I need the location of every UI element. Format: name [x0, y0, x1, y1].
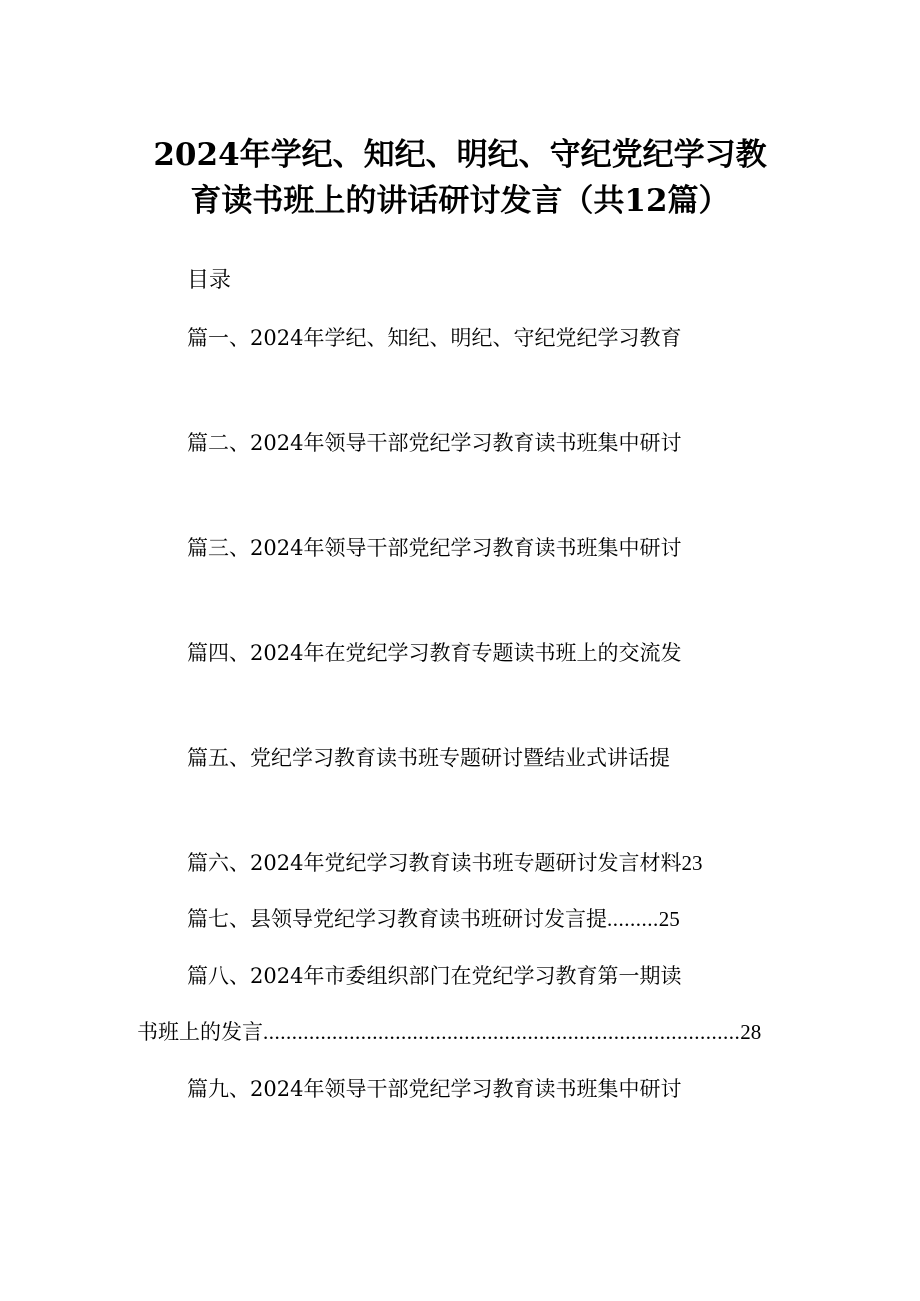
toc-item-text: 篇九、2024年领导干部党纪学习教育读书班集中研讨 — [187, 1077, 682, 1101]
toc-item-text: 篇七、县领导党纪学习教育读书班研讨发言提 — [187, 907, 607, 931]
toc-item-8[interactable] — [187, 960, 681, 992]
toc-item-text: 篇五、党纪学习教育读书班专题研讨暨结业式讲话提 — [187, 746, 670, 770]
toc-item-4[interactable] — [187, 637, 681, 669]
toc-item-1[interactable] — [187, 322, 681, 354]
toc-page-number: 23 — [681, 851, 703, 875]
toc-item-6[interactable] — [187, 847, 702, 879]
toc-item-text: 篇八、2024年市委组织部门在党纪学习教育第一期读 — [187, 964, 682, 988]
toc-page-number: 28 — [740, 1020, 762, 1044]
toc-item-text: 篇六、2024年党纪学习教育读书班专题研讨发言材料 — [187, 851, 682, 875]
toc-item-9[interactable] — [187, 1073, 681, 1105]
toc-leader-dots: ......... — [607, 907, 659, 931]
document-title-line-1: 2024年学纪、知纪、明纪、守纪党纪学习教 — [153, 137, 767, 173]
toc-item-2[interactable] — [187, 427, 681, 459]
toc-heading: 目录 — [187, 268, 232, 293]
toc-item-text: 书班上的发言 — [137, 1020, 263, 1044]
toc-item-text: 篇一、2024年学纪、知纪、明纪、守纪党纪学习教育 — [187, 326, 682, 350]
toc-page-number: 25 — [658, 907, 680, 931]
toc-item-text: 篇四、2024年在党纪学习教育专题读书班上的交流发 — [187, 641, 682, 665]
document-title-line-2: 育读书班上的讲话研讨发言（共12篇） — [190, 183, 730, 219]
toc-item-text: 篇二、2024年领导干部党纪学习教育读书班集中研讨 — [187, 431, 682, 455]
toc-item-3[interactable] — [187, 532, 681, 564]
toc-leader-dots: ................................................................................... — [263, 1020, 741, 1044]
toc-item-8-continued[interactable] — [137, 1016, 777, 1048]
toc-item-text: 篇三、2024年领导干部党纪学习教育读书班集中研讨 — [187, 536, 682, 560]
toc-item-7[interactable] — [187, 903, 680, 935]
toc-item-5[interactable] — [187, 742, 670, 774]
